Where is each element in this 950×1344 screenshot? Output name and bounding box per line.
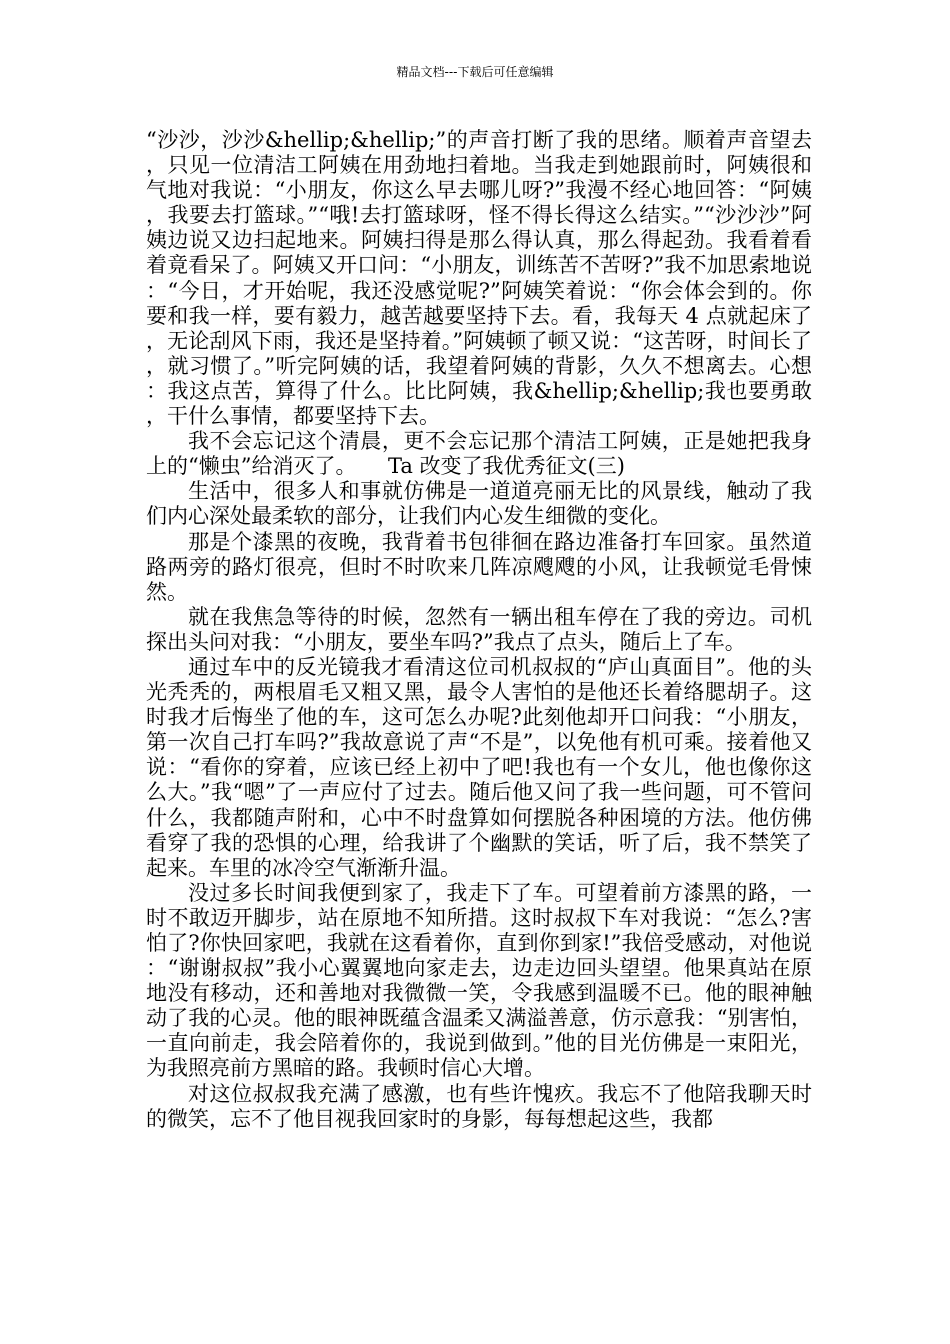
document-body (146, 128, 812, 1132)
paragraph: 我不会忘记这个清晨，更不会忘记那个清洁工阿姨，正是她把我身上的“懒虫”给消灭了。 Ta 改变了我优秀征文(三) (146, 429, 812, 479)
paragraph: 生活中，很多人和事就仿佛是一道道亮丽无比的风景线，触动了我们内心深处最柔软的部分，让我们内心发生细微的变化。 (146, 479, 812, 529)
paragraph: 对这位叔叔我充满了感激，也有些许愧疚。我忘不了他陪我聊天时的微笑，忘不了他目视我回家时的身影，每每想起这些，我都 (146, 1081, 812, 1131)
paragraph: “沙沙，沙沙&hellip;&hellip;”的声音打断了我的思绪。顺着声音望去，只见一位清洁工阿姨在用劲地扫着地。当我走到她跟前时，阿姨很和气地对我说：“小朋友，你这么早去哪儿呀?”我漫不经心地回答：“阿姨，我要去打篮球。”“哦!去打篮球呀，怪不得长得这么结实。”“沙沙沙”阿姨边说又边扫起地来。阿姨扫得是那么得认真，那么得起劲。我看着看着竟看呆了。阿姨又开口问：“小朋友，训练苦不苦呀?”我不加思索地说：“今日，才开始呢，我还没感觉呢?”阿姨笑着说：“你会体会到的。你要和我一样，要有毅力，越苦越要坚持下去。看，我每天 4 点就起床了，无论刮风下雨，我还是坚持着。”阿姨顿了顿又说：“这苦呀，时间长了，就习惯了。”听完阿姨的话，我望着阿姨的背影，久久不想离去。心想：我这点苦，算得了什么。比比阿姨，我&hellip;&hellip;我也要勇敢，干什么事情，都要坚持下去。 (146, 128, 812, 429)
paragraph: 就在我焦急等待的时候，忽然有一辆出租车停在了我的旁边。司机探出头问对我：“小朋友，要坐车吗?”我点了点头，随后上了车。 (146, 604, 812, 654)
page-header: 精品文档---下载后可任意编辑 (396, 65, 554, 79)
paragraph: 那是个漆黑的夜晚，我背着书包徘徊在路边准备打车回家。虽然道路两旁的路灯很亮，但时不时吹来几阵凉飕飕的小风，让我顿觉毛骨悚然。 (146, 529, 812, 604)
paragraph: 通过车中的反光镜我才看清这位司机叔叔的“庐山真面目”。他的头光秃秃的，两根眉毛又粗又黑，最令人害怕的是他还长着络腮胡子。这时我才后悔坐了他的车，这可怎么办呢?此刻他却开口问我：“小朋友，第一次自己打车吗?”我故意说了声“不是”，以免他有机可乘。接着他又说：“看你的穿着，应该已经上初中了吧!我也有一个女儿，他也像你这么大。”我“嗯”了一声应付了过去。随后他又问了我一些问题，可不管问什么，我都随声附和，心中不时盘算如何摆脱各种困境的方法。他仿佛看穿了我的恐惧的心理，给我讲了个幽默的笑话，听了后，我不禁笑了起来。车里的冰冷空气渐渐升温。 (146, 654, 812, 880)
paragraph: 没过多长时间我便到家了，我走下了车。可望着前方漆黑的路，一时不敢迈开脚步，站在原地不知所措。这时叔叔下车对我说：“怎么?害怕了?你快回家吧，我就在这看着你，直到你到家!”我倍受感动，对他说：“谢谢叔叔”我小心翼翼地向家走去，边走边回头望望。他果真站在原地没有移动，还和善地对我微微一笑，令我感到温暖不已。他的眼神触动了我的心灵。他的眼神既蕴含温柔又满溢善意，仿示意我：“别害怕，一直向前走，我会陪着你的，我说到做到。”他的目光仿佛是一束阳光，为我照亮前方黑暗的路。我顿时信心大增。 (146, 880, 812, 1081)
